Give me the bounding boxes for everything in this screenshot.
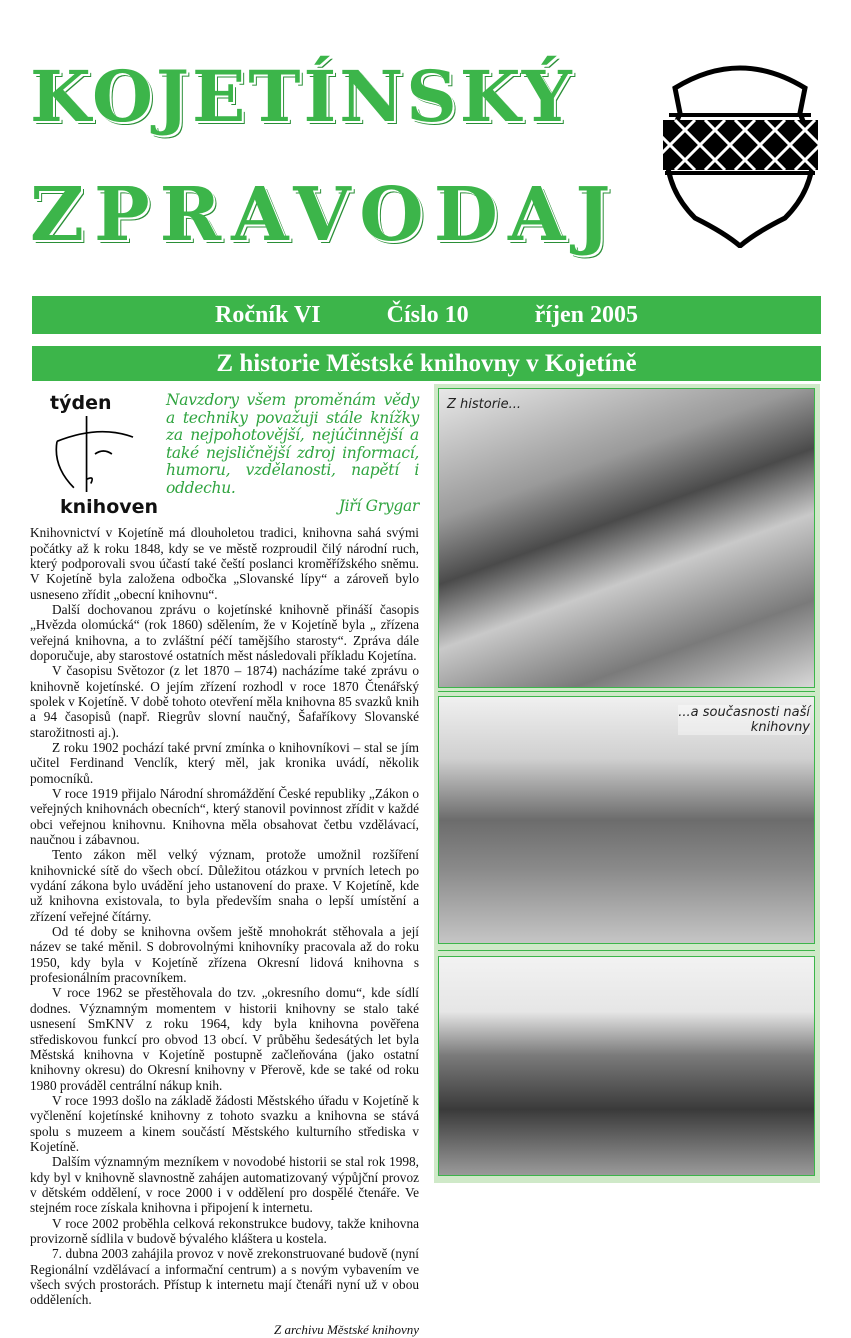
article-title: Z historie Městské knihovny v Kojetíně bbox=[32, 346, 821, 381]
face-book-icon bbox=[40, 416, 150, 492]
photo-caption-history: Z historie... bbox=[447, 397, 522, 412]
article-body bbox=[30, 392, 419, 1338]
caption-line: ...a současnosti naší bbox=[678, 705, 810, 720]
logo-text-bottom: knihoven bbox=[60, 496, 159, 518]
current-library-photo-children bbox=[438, 696, 815, 944]
historic-library-photo bbox=[438, 388, 815, 688]
paragraph: V roce 1993 došlo na základě žádosti Městského úřadu v Kojetíně k vyčlenění kojetínské knihovny z tohoto svazku a knihovna se stává spolu s muzeem a kinem součástí Městského kulturního střediska v Kojetíně. bbox=[30, 1092, 419, 1154]
caption-line: knihovny bbox=[750, 720, 810, 735]
divider bbox=[438, 950, 815, 951]
paragraph: V roce 1962 se přestěhovala do tzv. „okresního domu“, kde sídlí dodnes. Významným momentem v historii knihovny se stalo také usnesení SmKNV z roku 1964, kdy byla knihovna pověřena střediskovou funkcí pro obvod 13 obcí. V průběhu šedesátých let byla Městská knihovna v Kojetíně postupně začleňována (jako ostatní knihovny okresu) do Okresní knihovny v Přerově, kde se také od roku 1980 prováděl centrální nákup knih. bbox=[30, 985, 419, 1093]
issue-date: říjen 2005 bbox=[534, 302, 638, 328]
volume-label: Ročník VI bbox=[215, 302, 321, 328]
paragraph: V časopisu Světozor (z let 1870 – 1874) nacházíme také zprávu o knihovně kojetínské. O jejím zřízení rozhodl v roce 1870 Čtenářský spolek v Kojetíně. V době tohoto otevření měla knihovna 85 svazků knih a 94 časopisů (např. Riegrův slovní naučný, Šafaříkovy Slovanské starožitnosti aj.). bbox=[30, 663, 419, 740]
masthead-line2: ZPRAVODAJ bbox=[30, 172, 621, 258]
quote-text: Navzdory všem proměnám vědy a techniky považuji stále knížky za nejpohotovější, nejúčinnější a také nejsličnější zdroj informací, humoru, vzdělanosti, napětí i oddechu. bbox=[166, 391, 419, 497]
signature: Z archivu Městské knihovny bbox=[274, 1321, 419, 1337]
paragraph: Od té doby se knihovna ovšem ještě mnohokrát stěhovala a její název se také měnil. S dobrovolnými knihovníky pracovala až do roku 1950, kdy byla v Kojetíně zřízena Okresní lidová knihovna s profesionálním pracovníkem. bbox=[30, 924, 419, 986]
quote-author: Jiří Grygar bbox=[338, 496, 419, 515]
issue-number: Číslo 10 bbox=[386, 302, 469, 328]
masthead-line1: KOJETÍNSKÝ bbox=[30, 55, 575, 138]
photo-panel bbox=[434, 384, 820, 1183]
paragraph: Další dochovanou zprávu o kojetínské knihovně přináší časopis „Hvězda olomúcká“ (rok 1860) sdělením, že v Kojetíně byla „ zřízena veřejná knihovna, a to zvláštní péčí tamějšího starosty“. Zpráva dále doporučuje, aby starostové ostatních měst následovali příkladu Kojetína. bbox=[30, 601, 419, 663]
paragraph: Dalším významným mezníkem v novodobé historii se stal rok 1998, kdy byl v knihovně slavnostně zahájen automatizovaný výpůjční provoz v dětském oddělení, v roce 2000 i v oddělení pro dospělé čtenáře. Ve stejném roce získala knihovna i připojení k internetu. bbox=[30, 1154, 419, 1216]
paragraph: V roce 2002 proběhla celková rekonstrukce budovy, takže knihovna provizorně sídlila v budově bývalého kláštera u kostela. bbox=[30, 1215, 419, 1246]
divider bbox=[438, 691, 815, 692]
paragraph: Knihovnictví v Kojetíně má dlouholetou tradici, knihovna sahá svými počátky až k roku 1848, kdy se ve městě rozproudil čilý národní ruch, který podporovali svou účastí také čeští poslanci kroměřížského sněmu. V Kojetíně byla založena odbočka „Slovanské lípy“ a zároveň bylo usneseno zřídit „obecní knihovnu“. bbox=[30, 525, 419, 602]
photo-caption-present bbox=[678, 705, 810, 735]
paragraph: Z roku 1902 pochází také první zmínka o knihovníkovi – stal se jím učitel Ferdinand Venclík, který měl, jak kronika uvádí, několik pomocníků. bbox=[30, 739, 419, 786]
logo-text-top: týden bbox=[50, 392, 112, 414]
library-week-logo bbox=[30, 392, 162, 522]
coat-of-arms-icon bbox=[655, 58, 825, 248]
paragraph: V roce 1919 přijalo Národní shromáždění České republiky „Zákon o veřejných knihovnách obecních“, který stanovil povinnost zřídit v každé obci veřejnou knihovnu. Knihovna měla obsahovat četbu vzdělávací, naučnou i zábavnou. bbox=[30, 786, 419, 848]
paragraph: Tento zákon měl velký význam, protože umožnil rozšíření knihovnické sítě do všech obcí. Důležitou otázkou v prvních letech po vydání zákona bylo uvádění jeho ustanovení do praxe. V Kojetíně, kde už knihovna existovala, to byla především snaha o lepší umístění a zřízení veřejné čítárny. bbox=[30, 847, 419, 924]
paragraph: 7. dubna 2003 zahájila provoz v nově zrekonstruované budově (nyní Regionální vzdělávací a informační centrum) a s novým vybavením ve všech svých prostorách. Přístup k internetu mají čtenáři nyní už v obou odděleních. bbox=[30, 1246, 419, 1308]
current-library-photo-shelves bbox=[438, 956, 815, 1176]
issue-info-bar bbox=[32, 296, 821, 334]
